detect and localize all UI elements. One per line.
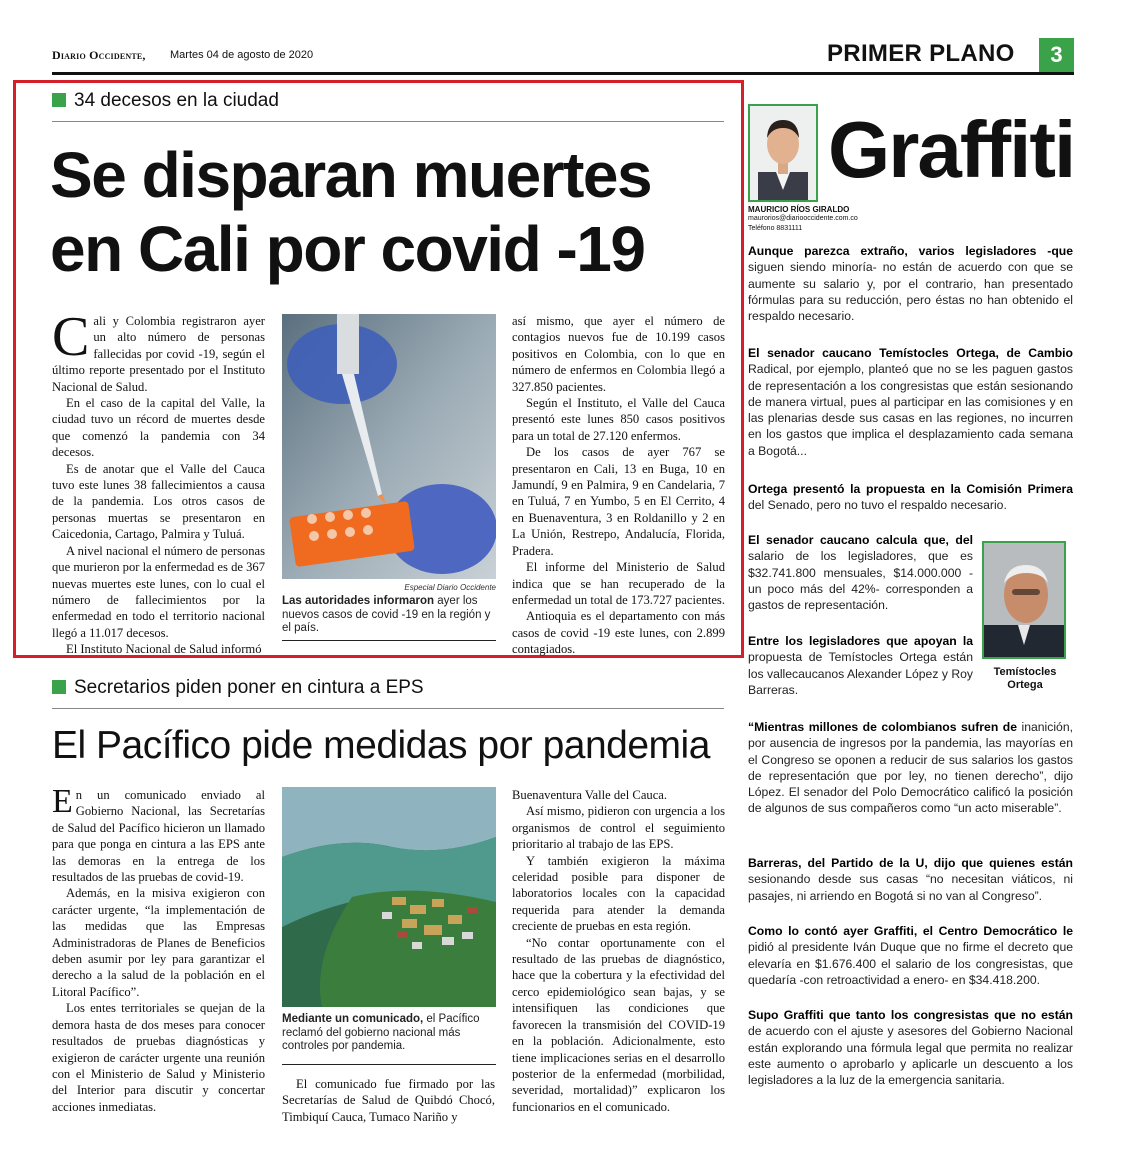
- story1-column-3: así mismo, que ayer el número de contagios nuevos fue de 10.199 casos positivos en Colombia, con lo que en número de enfermos en Colombia llegó a 327.850 pacientes. Según el Instituto, el Valle del Cauca presentó este lunes 850 casos positivos para un total de 27.120 enfermos. De los casos de ayer 767 se presentaron en Cali, 13 en Buga, 10 en Jamundí, 9 en Palmira, 9 en Candelaria, 7 en Tuluá, 7 en Yumbo, 5 en El Cerrito, 4 en Buenaventura, 3 en Roldanillo y 2 en La Unión, Restrepo, Andalucía, Florida, Pradera. El informe del Ministerio de Salud indica que se han recuperado de la enfermedad un total de 173.727 pacientes. Antioquia es el departamento con más casos de covid -19 este lunes, con 2.899 contagiados.: [512, 314, 725, 657]
- graffiti-item: Como lo contó ayer Graffiti, el Centro Democrático le pidió al presidente Iván Duque que no firme el decreto que elevaría en $1.676.400 el salario de los congresistas, que quedaría -con retroactividad a enero- en $34.418.200.: [748, 924, 1073, 987]
- columnist-photo: [748, 104, 818, 202]
- photo-credit: Especial Diario Occidente: [404, 583, 496, 592]
- graffiti-item: El senador caucano Temístocles Ortega, de Cambio Radical, por ejemplo, planteó que no se les paguen gastos de representación a los congresistas que están sesionando de manera virtual, pues al participar en las comisiones y en las plenarias desde sus casas en las regiones, no incurren en los gastos que implica el desplazamiento cada semana a Bogotá...: [748, 346, 1073, 458]
- story1-column-1: Cali y Colombia registraron ayer un alto número de personas fallecidas por covid -19, según el último reporte presentado por el Instituto Nacional de Salud. En el caso de la capital del Valle, la ciudad tuvo un récord de muertes desde que comenzó la pandemia con 34 decesos. Es de anotar que el Valle del Cauca tuvo este lunes 38 fallecimientos a causa de la pandemia. Los otros casos de personas muertas se presentaron en Caicedonia, Cartago, Palmira y Tuluá. A nivel nacional el número de personas que murieron por la enfermedad es de 367 nuevas muertes este lunes, con lo cual el número de fallecimientos por la enfermedad en todo el territorio nacional llegó a 11.017 decesos. El Instituto Nacional de Salud informó: [52, 306, 265, 657]
- senator-photo-caption: Temístocles Ortega: [993, 666, 1057, 691]
- kicker-square-icon: [52, 680, 66, 694]
- graffiti-item: Entre los legisladores que apoyan la propuesta de Temístocles Ortega están los vallecaucanos Alexander López y Roy Barreras.: [748, 634, 973, 697]
- header-rule: [52, 72, 1074, 75]
- dropcap: C: [52, 306, 90, 368]
- kicker-rule: [52, 121, 724, 122]
- graffiti-item: Aunque parezca extraño, varios legisladores -que siguen siendo minoría- no están de acuerdo con que se aumente su salario y, por el contrario, han presentado fórmulas para su reducción, pero éstas no han obtenido el respaldo necesario.: [748, 244, 1073, 324]
- caption-rule: [282, 1064, 496, 1065]
- story2-column-3: Buenaventura Valle del Cauca. Así mismo, pidieron con urgencia a los organismos de control el seguimiento prioritario al trabajo de las EPS. Y también exigieron la máxima celeridad posible para disponer de laboratorios locales con la capacidad requerida para atender la demanda creciente de pruebas en esta región. “No contar oportunamente con el resultado de las pruebas de diagnóstico, hace que la cobertura y la efectividad del cerco epidemiológico sean bajas, y se intensifiquen las condiciones que favorecen la transmisión del COVID-19 en la población. Adicionalmente, esto tiene implicaciones serias en el desarrollo posterior de la enfermedad (morbilidad, severidad, mortalidad)” explicaron los funcionarios en el comunicado.: [512, 788, 725, 1114]
- section-title: PRIMER PLANO: [827, 40, 1015, 67]
- graffiti-item: “Mientras millones de colombianos sufren de inanición, por ausencia de ingresos por la pandemia, las mayorías en el Congreso se oponen a reducir de sus salarios los gastos de representación que por ley, no tienen derecho”, dijo López. El senador del Polo Democrático calificó la posición de algunos de sus compañeros como “un acto miserable”.: [748, 720, 1073, 816]
- story1-kicker: 34 decesos en la ciudad: [52, 90, 279, 112]
- pacific-town-aerial-photo: [282, 787, 496, 1007]
- kicker-square-icon: [52, 93, 66, 107]
- columnist-phone: Teléfono 8831111: [748, 225, 803, 232]
- columnist-name: MAURICIO RÍOS GIRALDO: [748, 205, 850, 214]
- graffiti-item: Barreras, del Partido de la U, dijo que quienes están sesionando desde sus casas “no necesitan viáticos, ni pasajes, ni arriendo en Bogotá si no van al Congreso”.: [748, 856, 1073, 903]
- graffiti-title: Graffiti: [828, 105, 1075, 194]
- caption-rule: [282, 640, 496, 641]
- senator-photo: [982, 541, 1066, 659]
- story1-headline: Se disparan muertes en Cali por covid -19: [50, 139, 652, 285]
- columnist-email: maurorios@diariooccidente.com.co: [748, 215, 858, 222]
- story2-column-1: En un comunicado enviado al Gobierno Nacional, las Secretarías de Salud del Pacífico hicieron un llamado para que ponga en cintura a las EPS ante las demoras en la entrega de los resultados de las pruebas de covid-19. Además, en la misiva exigieron con carácter urgente, “la implementación de las medidas que las Empresas Administradoras de Planes de Beneficios deben asumir por ley para garantizar el derecho a la salud de la población en el Litoral Pacífico”. Los entes territoriales se quejan de la demora hasta de dos meses para conocer resultados de pruebas diagnósticas y exigieron de carácter urgente una reunión con el Ministerio de Salud y Ministerio del Interior para discutir y concertar acciones inmediatas.: [52, 783, 265, 1114]
- story2-column-2: El comunicado fue firmado por las Secretarías de Salud de Quibdó Chocó, Timbiquí Cauca, Tumaco Nariño y: [282, 1077, 495, 1124]
- story2-photo-caption: Mediante un comunicado, el Pacífico reclamó del gobierno nacional más controles por pandemia.: [282, 1013, 480, 1052]
- story2-headline: El Pacífico pide medidas por pandemia: [52, 724, 710, 767]
- issue-date: Martes 04 de agosto de 2020: [170, 49, 314, 61]
- graffiti-item: Ortega presentó la propuesta en la Comisión Primera del Senado, pero no tuvo el respaldo necesario.: [748, 482, 1073, 513]
- newspaper-name: Diario Occidente,: [52, 48, 146, 62]
- dropcap: E: [52, 783, 73, 820]
- lab-pipette-photo: [282, 314, 496, 579]
- graffiti-item: Supo Graffiti que tanto los congresistas que no están de acuerdo con el ajuste y asesores del Gobierno Nacional están explorando una fórmula legal que permita no realizar este aumento o aprobarlo y aplicarle un descuento a los legisladores a la luz de la emergencia sanitaria.: [748, 1008, 1073, 1088]
- story2-kicker: Secretarios piden poner en cintura a EPS: [52, 677, 424, 699]
- page-number: 3: [1039, 38, 1074, 72]
- story1-photo-caption: Las autoridades informaron ayer los nuevos casos de covid -19 en la región y el país.: [282, 595, 491, 634]
- kicker-rule: [52, 708, 724, 709]
- graffiti-item: El senador caucano calcula que, del salario de los legisladores, que es $32.741.800 mensuales, $14.000.000 -un poco más del 42%- corresponden a gastos de representación.: [748, 533, 973, 613]
